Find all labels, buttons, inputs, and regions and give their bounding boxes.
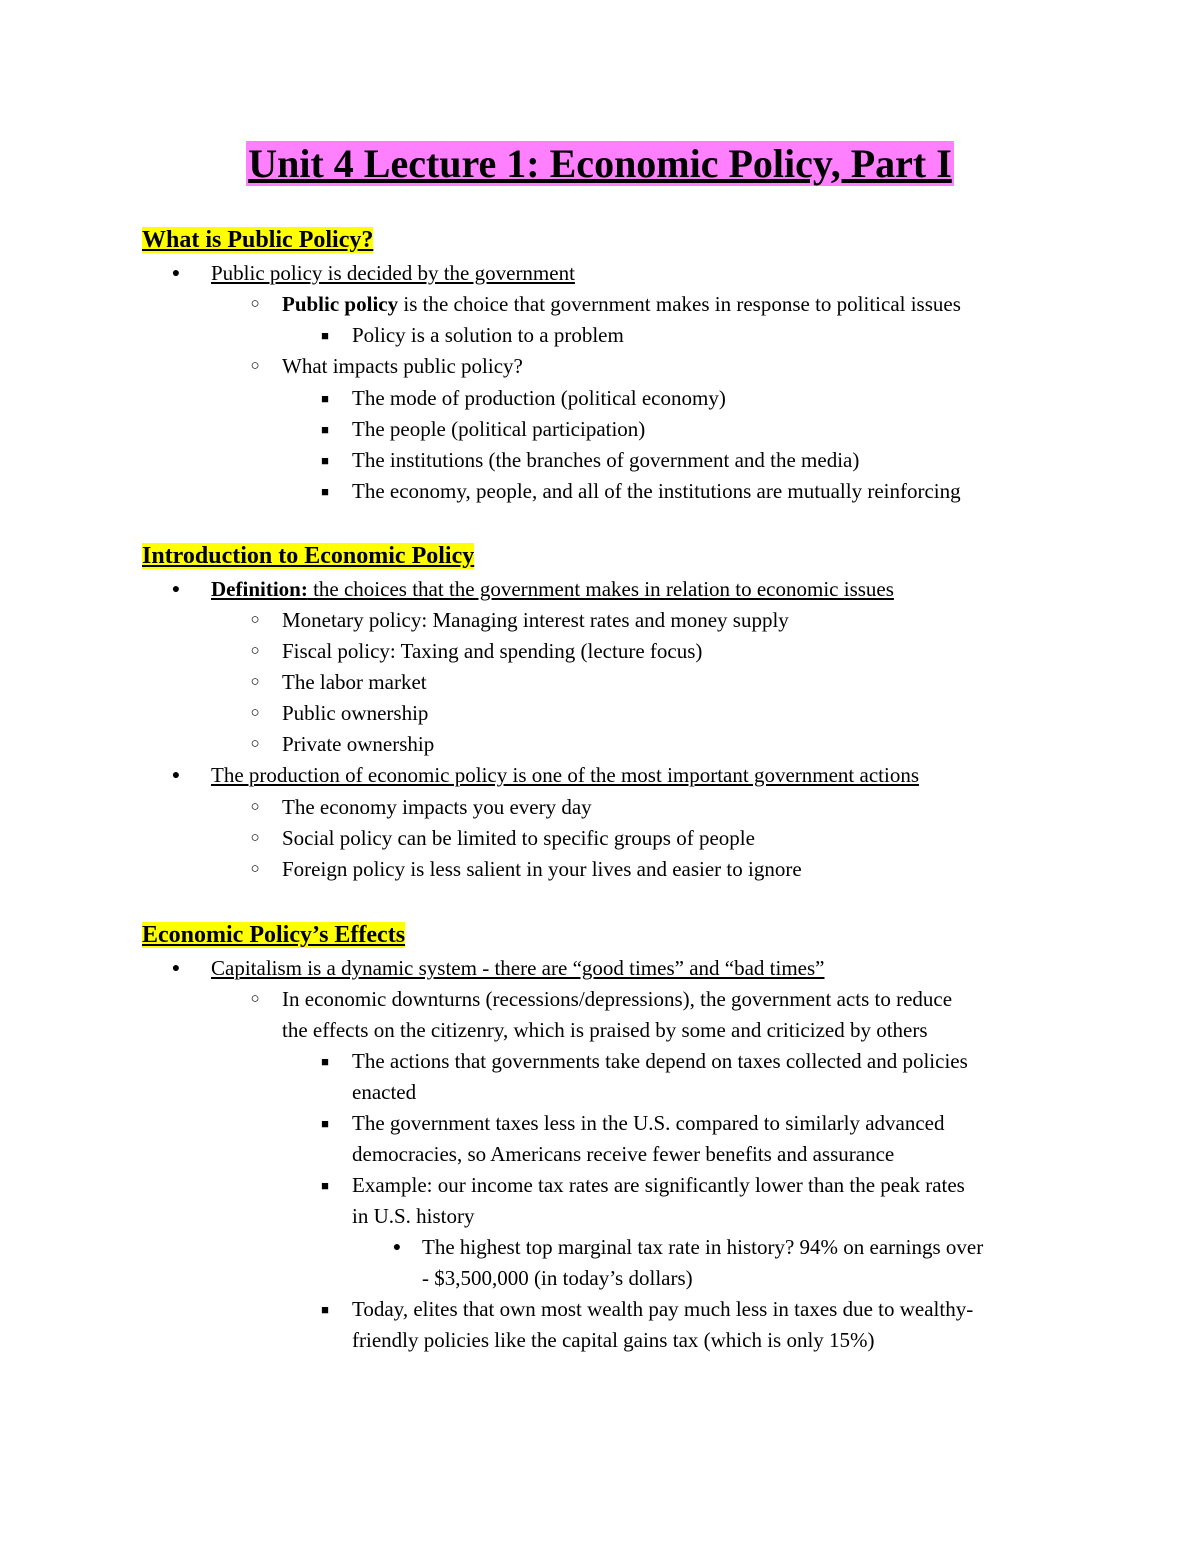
list-item-continuation: in U.S. history <box>352 1204 475 1228</box>
disc-bullet-icon: ● <box>171 582 181 597</box>
square-bullet-icon: ■ <box>321 453 329 468</box>
list-item: Policy is a solution to a problem <box>352 323 624 347</box>
section-heading-public-policy: What is Public Policy? <box>142 227 374 253</box>
circle-bullet-icon: ○ <box>250 296 260 312</box>
circle-bullet-icon: ○ <box>250 643 260 659</box>
list-item-continuation: democracies, so Americans receive fewer benefits and assurance <box>352 1142 895 1166</box>
list-item: Public policy is decided by the government <box>211 261 575 285</box>
list-item: Monetary policy: Managing interest rates and money supply <box>282 608 789 632</box>
circle-bullet-icon: ○ <box>250 830 260 846</box>
list-item: Private ownership <box>282 732 435 756</box>
list-item: The people (political participation) <box>352 417 646 441</box>
square-bullet-icon: ■ <box>321 328 329 343</box>
list-item: Public policy is the choice that government makes in response to political issues <box>282 292 961 316</box>
list-item: What impacts public policy? <box>282 354 523 378</box>
page-title: Unit 4 Lecture 1: Economic Policy, Part I <box>248 141 952 186</box>
list-item: The highest top marginal tax rate in history? 94% on earnings over <box>422 1235 984 1259</box>
circle-bullet-icon: ○ <box>250 991 260 1007</box>
list-item: Foreign policy is less salient in your lives and easier to ignore <box>282 857 802 881</box>
list-item: The economy, people, and all of the institutions are mutually reinforcing <box>352 479 961 503</box>
circle-bullet-icon: ○ <box>250 861 260 877</box>
list-item: Capitalism is a dynamic system - there are “good times” and “bad times” <box>211 956 825 980</box>
circle-bullet-icon: ○ <box>250 736 260 752</box>
section-heading-effects: Economic Policy’s Effects <box>142 922 406 948</box>
disc-bullet-icon: ● <box>171 961 181 976</box>
circle-bullet-icon: ○ <box>250 799 260 815</box>
list-item: Fiscal policy: Taxing and spending (lecture focus) <box>282 639 703 663</box>
square-bullet-icon: ■ <box>321 484 329 499</box>
disc-bullet-icon: ● <box>171 768 181 783</box>
square-bullet-icon: ■ <box>321 1178 329 1193</box>
list-item: The production of economic policy is one of the most important government actions <box>211 763 920 787</box>
list-item: Today, elites that own most wealth pay much less in taxes due to wealthy- <box>352 1297 974 1321</box>
section-heading-economic-policy: Introduction to Economic Policy <box>142 543 475 569</box>
list-item: The government taxes less in the U.S. compared to similarly advanced <box>352 1111 945 1135</box>
list-item: Definition: the choices that the government makes in relation to economic issues <box>211 577 894 601</box>
list-item-continuation: - $3,500,000 (in today’s dollars) <box>422 1266 693 1290</box>
disc-bullet-icon: ● <box>392 1240 402 1255</box>
list-item: The labor market <box>282 670 427 694</box>
list-item-continuation: friendly policies like the capital gains tax (which is only 15%) <box>352 1328 875 1352</box>
square-bullet-icon: ■ <box>321 391 329 406</box>
list-item-continuation: the effects on the citizenry, which is praised by some and criticized by others <box>282 1018 928 1042</box>
list-item: Social policy can be limited to specific groups of people <box>282 826 755 850</box>
list-item-continuation: enacted <box>352 1080 417 1104</box>
list-item: In economic downturns (recessions/depressions), the government acts to reduce <box>282 987 953 1011</box>
circle-bullet-icon: ○ <box>250 358 260 374</box>
square-bullet-icon: ■ <box>321 1116 329 1131</box>
circle-bullet-icon: ○ <box>250 612 260 628</box>
square-bullet-icon: ■ <box>321 422 329 437</box>
square-bullet-icon: ■ <box>321 1302 329 1317</box>
list-item: The economy impacts you every day <box>282 795 592 819</box>
disc-bullet-icon: ● <box>171 266 181 281</box>
list-item: The mode of production (political economy) <box>352 386 726 410</box>
list-item: The institutions (the branches of government and the media) <box>352 448 860 472</box>
circle-bullet-icon: ○ <box>250 705 260 721</box>
list-item: Example: our income tax rates are significantly lower than the peak rates <box>352 1173 965 1197</box>
square-bullet-icon: ■ <box>321 1054 329 1069</box>
list-item: The actions that governments take depend on taxes collected and policies <box>352 1049 968 1073</box>
circle-bullet-icon: ○ <box>250 674 260 690</box>
list-item: Public ownership <box>282 701 429 725</box>
